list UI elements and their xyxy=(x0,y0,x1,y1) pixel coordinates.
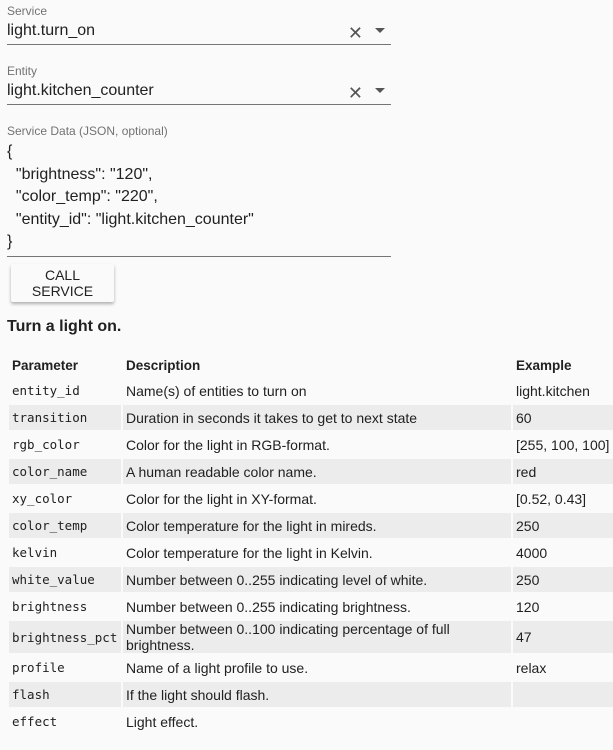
cell-example xyxy=(513,709,613,734)
cell-example: red xyxy=(513,459,613,484)
cell-description: If the light should flash. xyxy=(123,682,511,707)
table-row xyxy=(9,486,613,511)
table-row xyxy=(9,682,613,707)
cell-parameter: xy_color xyxy=(12,491,73,506)
cell-description: Color temperature for the light in Kelvin. xyxy=(126,544,373,561)
table-row xyxy=(9,594,613,619)
cell-description: A human readable color name. xyxy=(123,459,511,484)
cell-example: 120 xyxy=(516,598,540,615)
cell-description: Light effect. xyxy=(126,713,199,730)
table-row xyxy=(9,709,613,734)
call-service-button[interactable]: CALL SERVICE xyxy=(11,264,114,302)
cell-parameter: brightness xyxy=(12,599,88,614)
header-example: Example xyxy=(516,357,572,373)
cell-parameter: color_temp xyxy=(9,513,121,538)
service-input[interactable]: light.turn_on xyxy=(7,22,96,39)
service-field[interactable] xyxy=(7,4,391,45)
cell-example: [0.52, 0.43] xyxy=(516,490,587,507)
cell-description: Color temperature for the light in mireds. xyxy=(123,513,511,538)
cell-parameter: brightness_pct xyxy=(9,621,121,653)
cell-description: Color for the light in XY-format. xyxy=(126,490,317,507)
entity-field[interactable] xyxy=(7,64,391,105)
cell-parameter: profile xyxy=(12,660,65,675)
clear-icon[interactable]: ✕ xyxy=(347,83,363,103)
service-description: Turn a light on. xyxy=(7,318,122,335)
entity-label: Entity xyxy=(7,64,38,78)
service-label: Service xyxy=(7,4,48,18)
cell-example: 47 xyxy=(513,621,613,653)
table-row xyxy=(9,540,613,565)
table-row xyxy=(9,513,613,538)
dropdown-arrow-icon[interactable] xyxy=(375,28,385,33)
cell-description: Color for the light in RGB-format. xyxy=(126,436,330,453)
cell-example xyxy=(513,682,613,707)
cell-example: light.kitchen xyxy=(516,382,590,399)
cell-parameter: color_name xyxy=(9,459,121,484)
cell-example: relax xyxy=(516,659,547,676)
cell-parameter: entity_id xyxy=(12,383,80,398)
json-line: } xyxy=(7,233,13,250)
cell-parameter: kelvin xyxy=(12,545,58,560)
cell-example: [255, 100, 100] xyxy=(516,436,610,453)
cell-parameter: effect xyxy=(12,714,58,729)
cell-description: Name of a light profile to use. xyxy=(126,659,309,676)
table-row xyxy=(9,621,613,653)
cell-parameter: flash xyxy=(9,682,121,707)
cell-example: 4000 xyxy=(516,544,548,561)
cell-example: 250 xyxy=(513,567,613,592)
cell-example: 60 xyxy=(513,405,613,430)
table-row xyxy=(9,432,613,457)
dropdown-arrow-icon[interactable] xyxy=(375,88,385,93)
json-line: "entity_id": "light.kitchen_counter" xyxy=(7,210,254,228)
service-data-label: Service Data (JSON, optional) xyxy=(7,124,168,138)
cell-description: Name(s) of entities to turn on xyxy=(126,382,307,399)
table-row xyxy=(9,655,613,680)
cell-parameter: white_value xyxy=(9,567,121,592)
json-line: "brightness": "120", xyxy=(7,165,153,183)
table-row xyxy=(9,378,613,403)
cell-example: 250 xyxy=(513,513,613,538)
cell-description: Number between 0..100 indicating percentage of full brightness. xyxy=(123,621,511,653)
cell-parameter: transition xyxy=(9,405,121,430)
clear-icon[interactable]: ✕ xyxy=(347,23,363,43)
cell-description: Number between 0..255 indicating level of white. xyxy=(123,567,511,592)
header-parameter: Parameter xyxy=(12,357,79,373)
header-description: Description xyxy=(126,357,201,373)
json-line: { xyxy=(7,143,13,160)
table-row xyxy=(9,567,613,592)
table-row xyxy=(9,459,613,484)
cell-description: Duration in seconds it takes to get to next state xyxy=(123,405,511,430)
json-line: "color_temp": "220", xyxy=(7,188,158,205)
table-row xyxy=(9,405,613,430)
service-data-textarea[interactable] xyxy=(7,141,391,257)
cell-description: Number between 0..255 indicating brightness. xyxy=(126,598,411,615)
parameters-table xyxy=(7,352,613,736)
entity-input[interactable]: light.kitchen_counter xyxy=(7,82,154,99)
cell-parameter: rgb_color xyxy=(12,437,80,452)
